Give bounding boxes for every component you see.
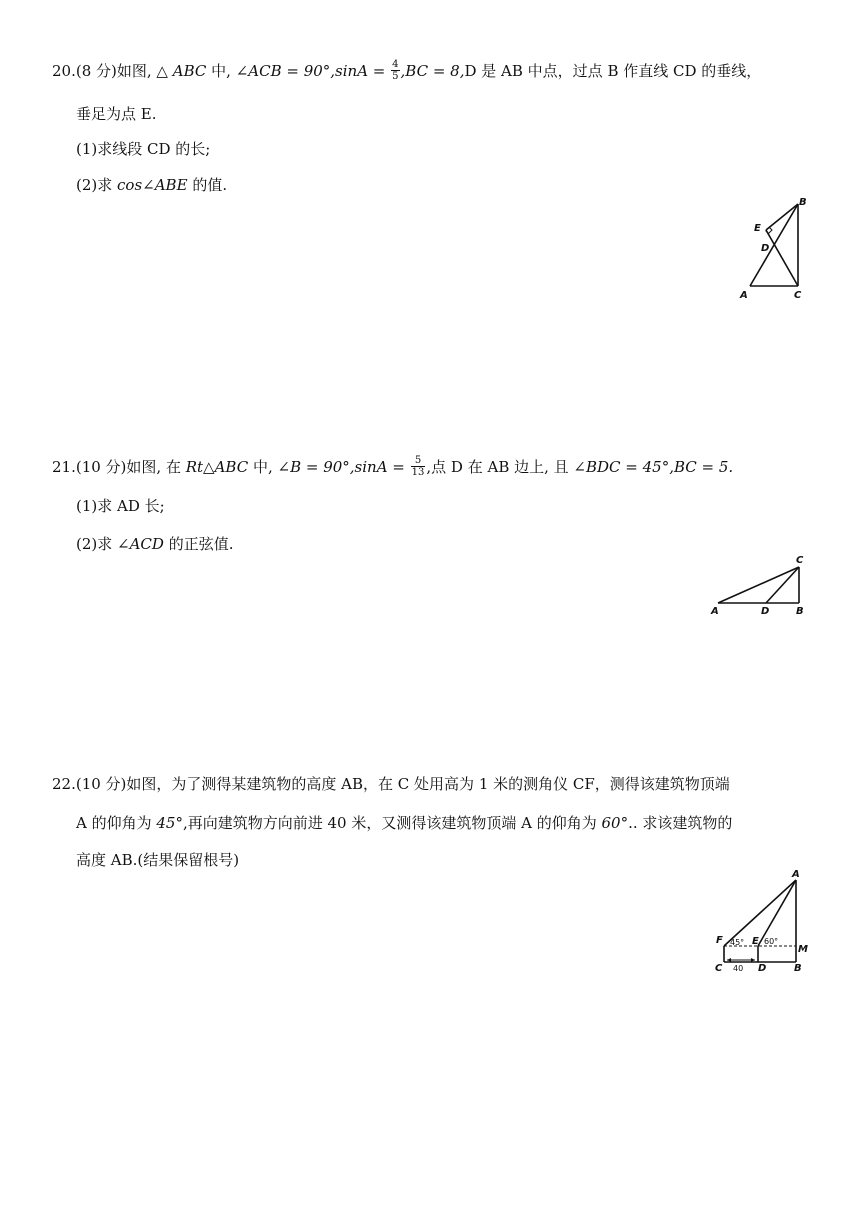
q20-line2: 垂足为点 E. [76, 105, 157, 123]
q21-part1: (1)求 AD 长; [76, 497, 165, 515]
q22-label-M: M [798, 944, 808, 955]
q21-part2 [76, 533, 233, 555]
q21-condition-1: ∠B = 90°,sinA = [277, 458, 410, 476]
q21-prefix: 21.(10 分)如图, 在 [52, 458, 186, 476]
q22-label-B: B [794, 963, 802, 974]
q22-label-A: A [792, 869, 800, 880]
q21-fraction [411, 455, 426, 478]
q21-rest-text: ,点 D 在 AB 边上, 且 [426, 458, 574, 476]
q20-part2-suffix: 的值. [187, 176, 228, 194]
q20-rest-text: D 是 AB 中点，过点 B 作直线 CD 的垂线， [464, 62, 762, 80]
q21-label-C: C [796, 555, 804, 566]
q21-mid-text: 中, [248, 458, 278, 476]
q20-condition-2: ,BC = 8, [400, 62, 465, 80]
q20-mid-text: 中, [206, 62, 236, 80]
q21-figure [706, 552, 812, 618]
q22-line1: 22.(10 分)如图，为了测得某建筑物的高度 AB，在 C 处用高为 1 米的测角仪 CF，测得该建筑物顶端 [52, 775, 730, 793]
q22-angle-2: 60° [601, 814, 629, 832]
q20-label-D: D [761, 243, 770, 254]
q20-frac-den: 5 [392, 70, 399, 82]
q21-triangle-name: Rt△ABC [185, 458, 249, 476]
q22-figure [708, 866, 818, 978]
q22-distance-label: 40 [733, 964, 744, 973]
q20-triangle-symbol: △ [156, 62, 168, 80]
q21-frac-num: 5 [411, 455, 426, 467]
q22-label-D: D [758, 963, 767, 974]
q22-angle-60-label: 60° [764, 937, 779, 946]
q20-frac-num: 4 [392, 58, 399, 70]
q21-part2-suffix: 的正弦值. [163, 535, 234, 553]
q22-line2-middle: ,再向建筑物方向前进 40 米，又测得该建筑物顶端 A 的仰角为 [182, 814, 602, 832]
q21-part2-prefix: (2)求 [76, 535, 118, 553]
q22-line3: 高度 AB.(结果保留根号) [76, 851, 240, 869]
q20-condition-1: ∠ACB = 90°,sinA = [235, 62, 391, 80]
q22-line2-suffix: .. 求该建筑物的 [628, 814, 733, 832]
q20-prefix: 20.(8 分)如图, [52, 62, 157, 80]
q22-angle-45-label: 45° [730, 938, 745, 947]
q21-label-D: D [761, 606, 770, 617]
q21-label-B: B [796, 606, 804, 617]
q20-part1: (1)求线段 CD 的长; [76, 140, 211, 158]
q21-part2-math: ∠ACD [117, 535, 164, 553]
q21-label-A: A [711, 606, 719, 617]
q20-label-C: C [794, 290, 802, 301]
q20-part2-prefix: (2)求 [76, 176, 118, 194]
q20-line1 [52, 60, 761, 84]
q22-line2 [76, 812, 732, 834]
q20-label-B: B [799, 197, 807, 208]
q21-frac-den: 13 [411, 466, 425, 478]
q20-label-A: A [740, 290, 748, 301]
q20-label-E: E [754, 223, 761, 234]
q20-triangle-name: ABC [172, 62, 207, 80]
q21-condition-2: ∠BDC = 45°,BC = 5. [573, 458, 734, 476]
q22-line2-prefix: A 的仰角为 [76, 814, 157, 832]
q20-part2-math: cos∠ABE [117, 176, 188, 194]
q21-line1 [52, 456, 733, 480]
q20-figure [730, 194, 820, 306]
q22-angle-1: 45° [156, 814, 183, 832]
q22-label-C: C [715, 963, 723, 974]
q22-label-F: F [716, 935, 723, 946]
q20-part2 [76, 174, 227, 196]
q22-label-E: E [752, 936, 759, 947]
q20-fraction [391, 59, 399, 82]
